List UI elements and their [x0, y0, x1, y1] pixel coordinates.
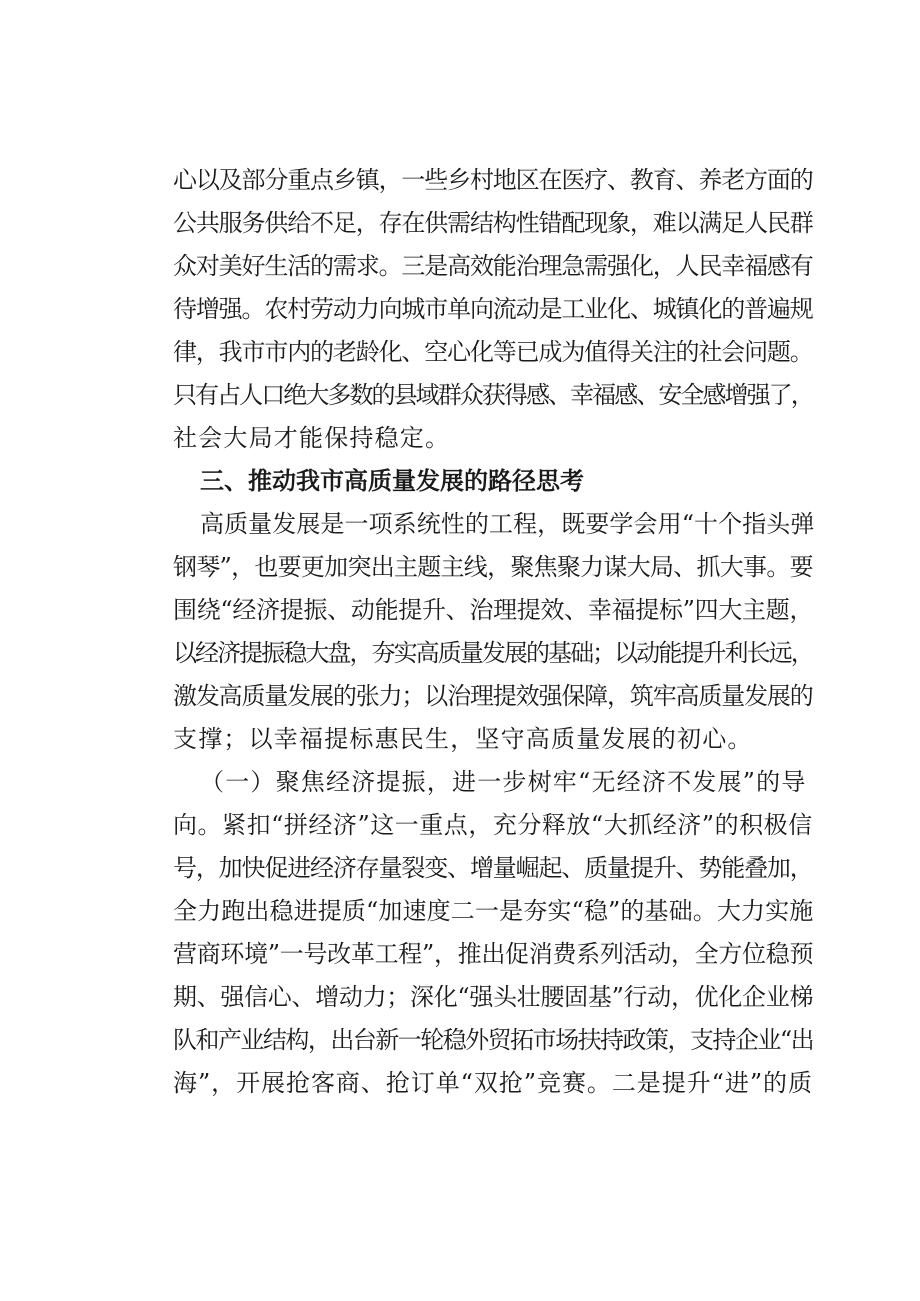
text-line: 海”，开展抢客商、抢订单“双抢”竞赛。二是提升“进”的质	[173, 1069, 813, 1097]
text-line: 心以及部分重点乡镇，一些乡村地区在医疗、教育、养老方面的	[173, 166, 813, 194]
text-line: 钢琴”，也要更加突出主题主线，聚焦聚力谋大局、抓大事。要	[173, 553, 813, 581]
text-line: 只有占人口绝大多数的县域群众获得感、幸福感、安全感增强了，	[173, 381, 813, 409]
text-line: 营商环境”一号改革工程”，推出促消费系列活动，全方位稳预	[173, 940, 814, 968]
text-line: 社会大局才能保持稳定。	[173, 424, 451, 452]
section-heading: 三、推动我市高质量发展的路径思考	[200, 467, 584, 495]
text-line: 公共服务供给不足，存在供需结构性错配现象，难以满足人民群	[173, 209, 813, 237]
text-line: 律，我市市内的老龄化、空心化等已成为值得关注的社会问题。	[173, 338, 813, 366]
text-line: 队和产业结构，出台新一轮稳外贸拓市场扶持政策，支持企业“出	[173, 1026, 814, 1054]
text-line: 以经济提振稳大盘，夯实高质量发展的基础；以动能提升利长远，	[173, 639, 813, 667]
text-line: （一）聚焦经济提振，进一步树牢“无经济不发展”的导	[200, 768, 807, 796]
text-line: 期、强信心、增动力；深化“强头壮腰固基”行动，优化企业梯	[173, 983, 814, 1011]
text-line: 激发高质量发展的张力；以治理提效强保障，筑牢高质量发展的	[173, 682, 813, 710]
text-line: 全力跑出稳进提质“加速度二一是夯实“稳”的基础。大力实施	[173, 897, 814, 925]
text-line: 众对美好生活的需求。三是高效能治理急需强化，人民幸福感有	[173, 252, 813, 280]
text-line: 向。紧扣“拼经济”这一重点，充分释放“大抓经济”的积极信	[173, 811, 813, 839]
text-line: 号，加快促进经济存量裂变、增量崛起、质量提升、势能叠加，	[173, 854, 813, 882]
text-line: 围绕“经济提振、动能提升、治理提效、幸福提标”四大主题，	[173, 596, 814, 624]
text-line: 支撑；以幸福提标惠民生，坚守高质量发展的初心。	[173, 725, 753, 753]
text-line: 待增强。农村劳动力向城市单向流动是工业化、城镇化的普遍规	[173, 295, 813, 323]
text-line: 高质量发展是一项系统性的工程，既要学会用“十个指头弹	[200, 510, 815, 538]
